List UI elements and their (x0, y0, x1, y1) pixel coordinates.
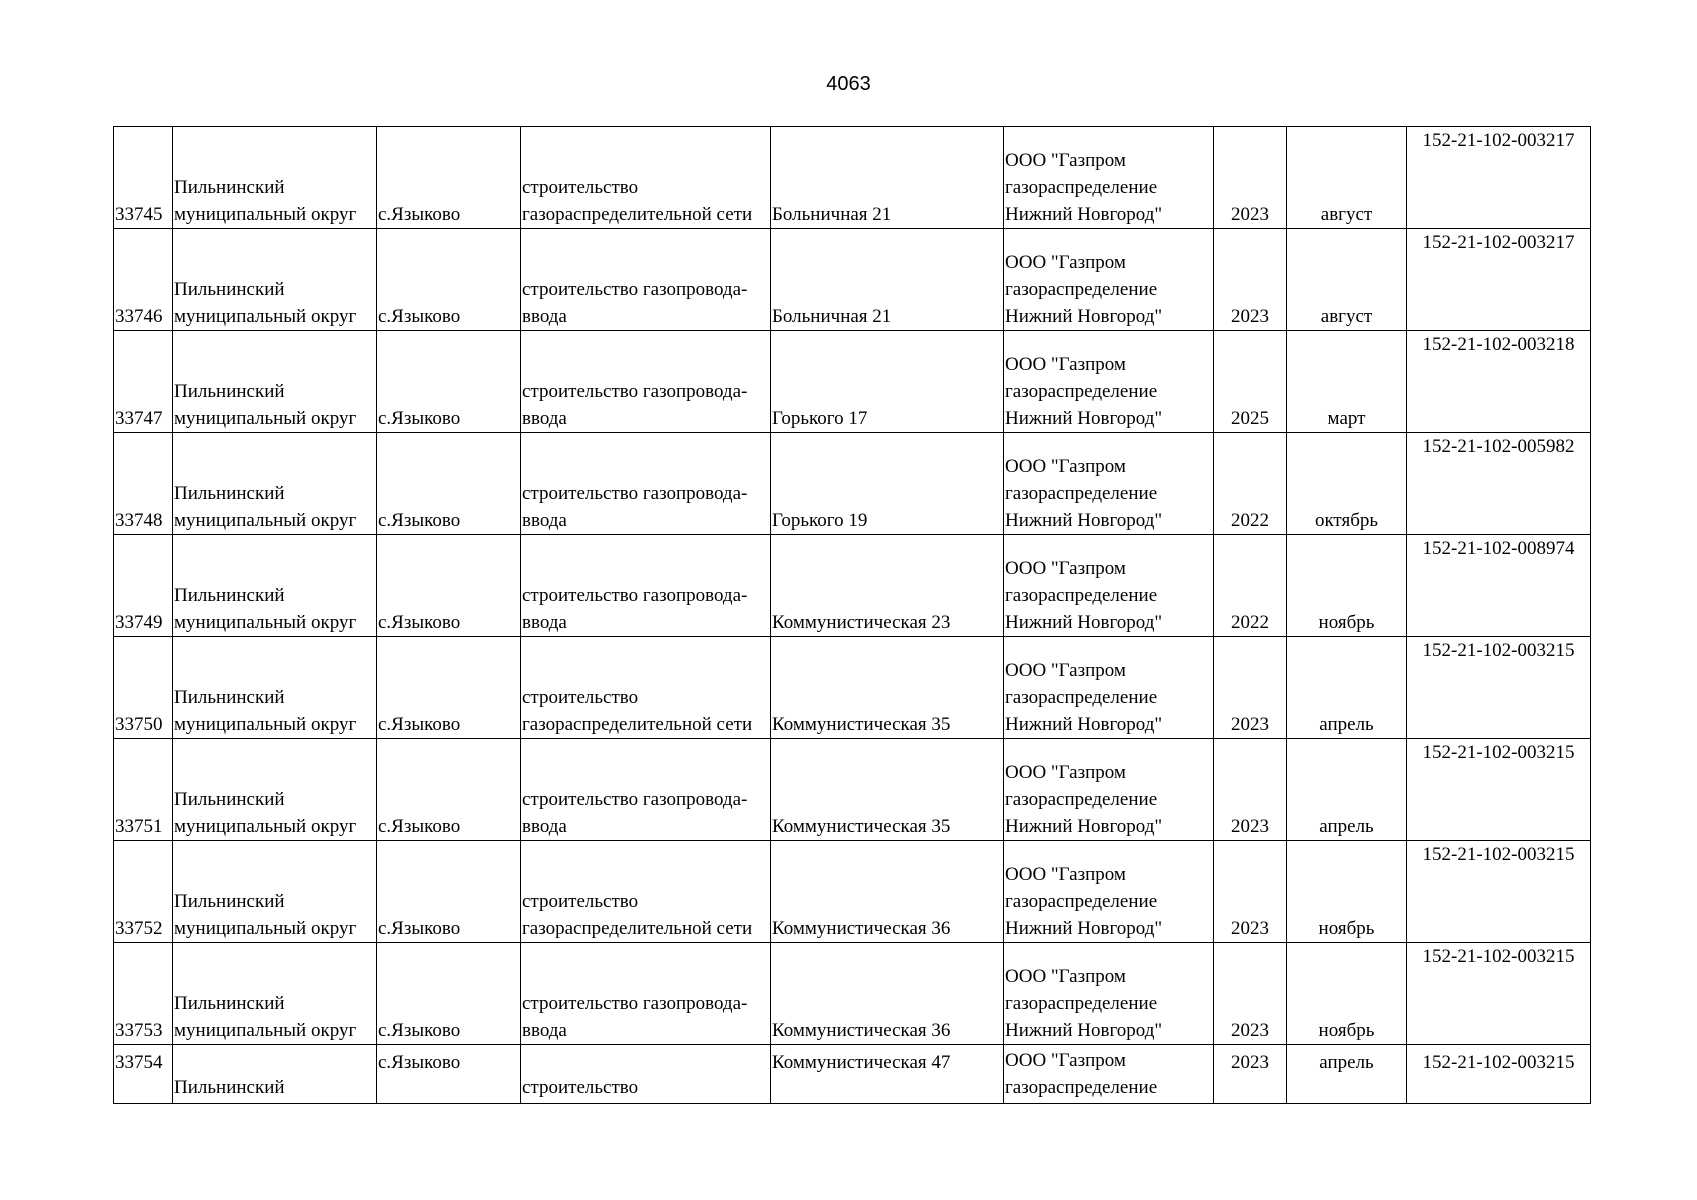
organization-line: Нижний Новгород" (1005, 918, 1163, 939)
organization-line: газораспределение (1005, 1077, 1158, 1098)
work-type-cell (521, 127, 771, 229)
record-number-cell: 33752 (114, 841, 173, 943)
village-cell: с.Языково (377, 943, 521, 1045)
record-number-cell: 33750 (114, 637, 173, 739)
street-address-cell: Коммунистическая 36 (771, 841, 1004, 943)
table-row (114, 943, 1591, 1045)
street-address-cell: Горького 17 (771, 331, 1004, 433)
organization-line: ООО "Газпром (1005, 864, 1126, 885)
year-cell: 2023 (1214, 637, 1287, 739)
organization-line: газораспределение (1005, 279, 1158, 300)
work-type-line: газораспределительной сети (522, 714, 753, 735)
street-address-cell: Больничная 21 (771, 229, 1004, 331)
gas-connection-table (113, 126, 1591, 1104)
organization-cell (1004, 841, 1214, 943)
district-cell (173, 331, 377, 433)
record-number-cell: 33753 (114, 943, 173, 1045)
work-type-cell (521, 433, 771, 535)
work-type-cell (521, 943, 771, 1045)
work-type-cell (521, 535, 771, 637)
organization-cell (1004, 739, 1214, 841)
year-cell: 2023 (1214, 127, 1287, 229)
district-cell (173, 535, 377, 637)
organization-line: ООО "Газпром (1005, 660, 1126, 681)
district-line: муниципальный округ (174, 204, 357, 225)
district-line: муниципальный округ (174, 306, 357, 327)
year-cell: 2023 (1214, 841, 1287, 943)
village-cell: с.Языково (377, 535, 521, 637)
work-type-line: строительство газопровода- (522, 483, 748, 504)
organization-line: Нижний Новгород" (1005, 612, 1163, 633)
object-code-cell: 152-21-102-003215 (1407, 841, 1591, 943)
organization-line: газораспределение (1005, 483, 1158, 504)
organization-cell (1004, 229, 1214, 331)
object-code-cell: 152-21-102-005982 (1407, 433, 1591, 535)
organization-line: ООО "Газпром (1005, 456, 1126, 477)
district-cell (173, 1045, 377, 1104)
year-cell: 2023 (1214, 739, 1287, 841)
organization-line: газораспределение (1005, 177, 1158, 198)
work-type-line: газораспределительной сети (522, 204, 753, 225)
table-row (114, 229, 1591, 331)
work-type-line: строительство (522, 891, 639, 912)
organization-line: ООО "Газпром (1005, 966, 1126, 987)
district-line: муниципальный округ (174, 408, 357, 429)
organization-line: газораспределение (1005, 381, 1158, 402)
table-row (114, 127, 1591, 229)
work-type-line: строительство (522, 1077, 639, 1098)
organization-line: Нижний Новгород" (1005, 204, 1163, 225)
street-address-cell: Больничная 21 (771, 127, 1004, 229)
work-type-cell (521, 841, 771, 943)
table-row (114, 739, 1591, 841)
district-line: муниципальный округ (174, 612, 357, 633)
record-number-cell: 33747 (114, 331, 173, 433)
district-line: муниципальный округ (174, 510, 357, 531)
street-address-cell: Горького 19 (771, 433, 1004, 535)
district-line: Пильнинский (174, 177, 285, 198)
month-cell: август (1287, 127, 1407, 229)
organization-line: Нижний Новгород" (1005, 408, 1163, 429)
page-number: 4063 (826, 73, 871, 95)
street-address-cell: Коммунистическая 23 (771, 535, 1004, 637)
object-code-cell: 152-21-102-008974 (1407, 535, 1591, 637)
district-line: Пильнинский (174, 789, 285, 810)
object-code-cell: 152-21-102-003215 (1407, 1045, 1591, 1104)
district-cell (173, 127, 377, 229)
organization-line: газораспределение (1005, 687, 1158, 708)
district-cell (173, 637, 377, 739)
record-number-cell: 33754 (114, 1045, 173, 1104)
work-type-line: строительство газопровода- (522, 993, 748, 1014)
organization-line: Нижний Новгород" (1005, 306, 1163, 327)
organization-line: газораспределение (1005, 993, 1158, 1014)
organization-line: ООО "Газпром (1005, 558, 1126, 579)
district-cell (173, 229, 377, 331)
month-cell: ноябрь (1287, 943, 1407, 1045)
village-cell: с.Языково (377, 127, 521, 229)
work-type-line: строительство газопровода- (522, 381, 748, 402)
work-type-line: ввода (522, 612, 567, 633)
work-type-cell (521, 637, 771, 739)
work-type-line: ввода (522, 510, 567, 531)
month-cell: ноябрь (1287, 841, 1407, 943)
table-row (114, 331, 1591, 433)
work-type-cell (521, 1045, 771, 1104)
table-row (114, 1045, 1591, 1104)
organization-line: Нижний Новгород" (1005, 1020, 1163, 1041)
work-type-line: строительство газопровода- (522, 585, 748, 606)
year-cell: 2022 (1214, 433, 1287, 535)
district-line: Пильнинский (174, 891, 285, 912)
district-cell (173, 943, 377, 1045)
work-type-cell (521, 229, 771, 331)
street-address-cell: Коммунистическая 35 (771, 739, 1004, 841)
table-row (114, 841, 1591, 943)
record-number-cell: 33751 (114, 739, 173, 841)
village-cell: с.Языково (377, 739, 521, 841)
object-code-cell: 152-21-102-003215 (1407, 637, 1591, 739)
object-code-cell: 152-21-102-003215 (1407, 739, 1591, 841)
month-cell: ноябрь (1287, 535, 1407, 637)
record-number-cell: 33748 (114, 433, 173, 535)
work-type-line: строительство газопровода- (522, 789, 748, 810)
organization-line: Нижний Новгород" (1005, 510, 1163, 531)
district-line: муниципальный округ (174, 1020, 357, 1041)
organization-line: газораспределение (1005, 585, 1158, 606)
table-row (114, 535, 1591, 637)
organization-cell (1004, 637, 1214, 739)
month-cell: март (1287, 331, 1407, 433)
organization-cell (1004, 943, 1214, 1045)
month-cell: апрель (1287, 637, 1407, 739)
street-address-cell: Коммунистическая 47 (771, 1045, 1004, 1104)
record-number-cell: 33749 (114, 535, 173, 637)
table-row (114, 433, 1591, 535)
district-line: Пильнинский (174, 1077, 285, 1098)
year-cell: 2025 (1214, 331, 1287, 433)
district-line: Пильнинский (174, 381, 285, 402)
work-type-line: ввода (522, 1020, 567, 1041)
organization-line: газораспределение (1005, 891, 1158, 912)
organization-line: ООО "Газпром (1005, 1050, 1126, 1071)
record-number-cell: 33745 (114, 127, 173, 229)
work-type-line: ввода (522, 408, 567, 429)
work-type-line: газораспределительной сети (522, 918, 753, 939)
month-cell: апрель (1287, 739, 1407, 841)
village-cell: с.Языково (377, 1045, 521, 1104)
work-type-cell (521, 331, 771, 433)
month-cell: август (1287, 229, 1407, 331)
district-cell (173, 433, 377, 535)
street-address-cell: Коммунистическая 35 (771, 637, 1004, 739)
work-type-line: строительство (522, 687, 639, 708)
organization-cell (1004, 127, 1214, 229)
object-code-cell: 152-21-102-003215 (1407, 943, 1591, 1045)
organization-line: ООО "Газпром (1005, 150, 1126, 171)
table-body (114, 127, 1591, 1104)
month-cell: октябрь (1287, 433, 1407, 535)
district-line: Пильнинский (174, 279, 285, 300)
village-cell: с.Языково (377, 229, 521, 331)
village-cell: с.Языково (377, 637, 521, 739)
object-code-cell: 152-21-102-003217 (1407, 127, 1591, 229)
district-line: Пильнинский (174, 585, 285, 606)
organization-line: Нижний Новгород" (1005, 714, 1163, 735)
district-line: Пильнинский (174, 993, 285, 1014)
district-line: муниципальный округ (174, 816, 357, 837)
district-line: Пильнинский (174, 483, 285, 504)
work-type-line: строительство газопровода- (522, 279, 748, 300)
street-address-cell: Коммунистическая 36 (771, 943, 1004, 1045)
organization-line: ООО "Газпром (1005, 252, 1126, 273)
work-type-cell (521, 739, 771, 841)
organization-line: Нижний Новгород" (1005, 816, 1163, 837)
object-code-cell: 152-21-102-003218 (1407, 331, 1591, 433)
year-cell: 2023 (1214, 943, 1287, 1045)
object-code-cell: 152-21-102-003217 (1407, 229, 1591, 331)
work-type-line: ввода (522, 306, 567, 327)
record-number-cell: 33746 (114, 229, 173, 331)
organization-cell (1004, 535, 1214, 637)
village-cell: с.Языково (377, 841, 521, 943)
district-line: Пильнинский (174, 687, 285, 708)
village-cell: с.Языково (377, 433, 521, 535)
organization-cell (1004, 331, 1214, 433)
work-type-line: строительство (522, 177, 639, 198)
work-type-line: ввода (522, 816, 567, 837)
organization-line: ООО "Газпром (1005, 354, 1126, 375)
village-cell: с.Языково (377, 331, 521, 433)
district-cell (173, 739, 377, 841)
organization-cell (1004, 1045, 1214, 1104)
organization-line: ООО "Газпром (1005, 762, 1126, 783)
table-row (114, 637, 1591, 739)
district-cell (173, 841, 377, 943)
year-cell: 2023 (1214, 229, 1287, 331)
year-cell: 2022 (1214, 535, 1287, 637)
year-cell: 2023 (1214, 1045, 1287, 1104)
district-line: муниципальный округ (174, 714, 357, 735)
month-cell: апрель (1287, 1045, 1407, 1104)
organization-cell (1004, 433, 1214, 535)
district-line: муниципальный округ (174, 918, 357, 939)
organization-line: газораспределение (1005, 789, 1158, 810)
